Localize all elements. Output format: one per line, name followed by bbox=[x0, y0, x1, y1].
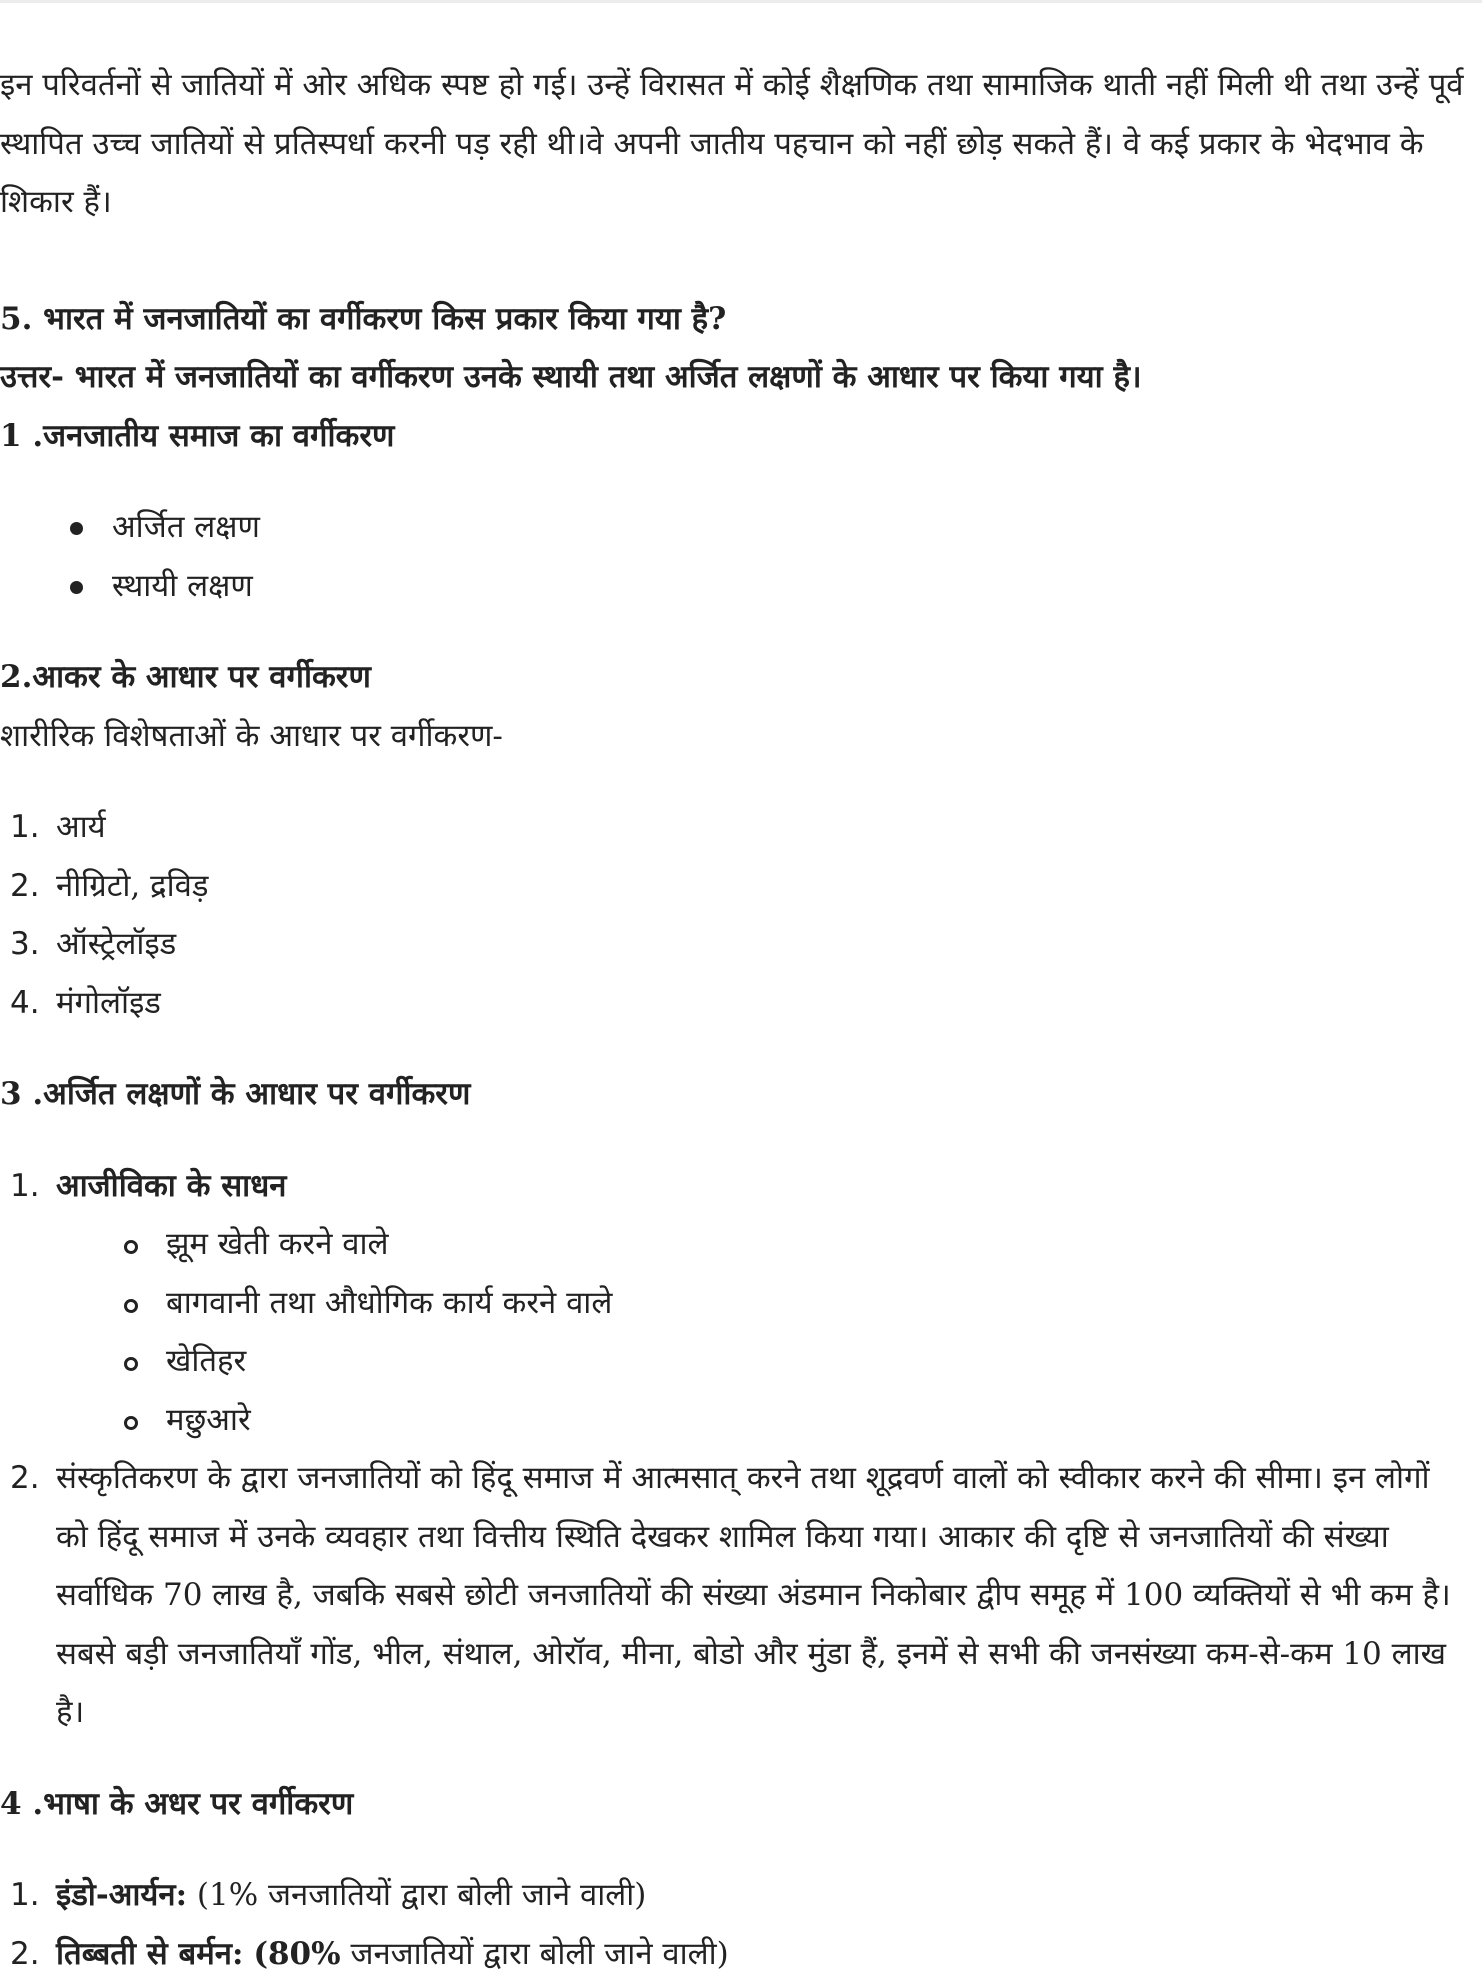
list-item-text: ऑस्ट्रेलॉइड bbox=[56, 926, 177, 962]
list-item-label: आजीविका के साधन bbox=[56, 1167, 287, 1204]
list-number: 2. bbox=[10, 867, 40, 904]
sub-list-item: खेतिहर bbox=[56, 1332, 1470, 1391]
list-item bbox=[0, 857, 1470, 916]
list-number: 1. bbox=[10, 1877, 40, 1913]
list-item-text: संस्कृतिकरण के द्वारा जनजातियों को हिंदू समाज में आत्मसात् करने तथा शूद्रवर्ण वालों को स्वीकार करने की सीमा। इन लोगों को हिंदू समाज में उनके व्यवहार तथा वित्तीय स्थिति देखकर शामिल किया गया। आकार की दृष्टि से जनजातियों की संख्या सर्वाधिक 70 लाख है, जबकि सबसे छोटी जनजातियों की संख्या अंडमान निकोबार द्वीप समूह में 100 व्यक्तियों से भी कम है। सबसे बड़ी जनजातियाँ गोंड, भील, संथाल, ओरॉव, मीना, बोडो और मुंडा हैं, इनमें से सभी की जनसंख्या कम-से-कम 10 लाख है। bbox=[56, 1460, 1451, 1730]
list-item-label: तिब्बती से बर्मन: bbox=[56, 1935, 244, 1972]
list-item-text: जनजातियों द्वारा बोली जाने वाली) bbox=[350, 1935, 729, 1972]
list-item-percent: (1% bbox=[196, 1877, 259, 1913]
list-item-text: नीग्रिटो, द्रविड़ bbox=[56, 867, 209, 904]
livelihood-sub-list bbox=[56, 1215, 1470, 1449]
list-item bbox=[0, 974, 1470, 1033]
top-divider bbox=[0, 0, 1482, 3]
list-item bbox=[0, 798, 1470, 857]
answer-text: उत्तर- भारत में जनजातियों का वर्गीकरण उनके स्थायी तथा अर्जित लक्षणों के आधार पर किया गया है। bbox=[0, 359, 1142, 395]
section2-intro: शारीरिक विशेषताओं के आधार पर वर्गीकरण- bbox=[0, 717, 503, 754]
list-item bbox=[0, 1157, 1470, 1450]
list-item-text: आर्य bbox=[56, 809, 106, 845]
list-item-percent: (80% bbox=[253, 1935, 341, 1972]
list-item-text: जनजातियों द्वारा बोली जाने वाली) bbox=[268, 1877, 647, 1913]
list-item-text: मंगोलॉइड bbox=[56, 984, 161, 1021]
list-item: अर्जित लक्षण bbox=[0, 498, 1470, 557]
section3-numbered-list bbox=[0, 1157, 1470, 1742]
document-body bbox=[0, 56, 1470, 1983]
list-number: 2. bbox=[10, 1935, 40, 1972]
intro-paragraph: इन परिवर्तनों से जातियों में ओर अधिक स्पष्ट हो गई। उन्हें विरासत में कोई शैक्षणिक तथा सामाजिक थाती नहीं मिली थी तथा उन्हें पूर्व स्थापित उच्च जातियों से प्रतिस्पर्धा करनी पड़ रही थी।वे अपनी जातीय पहचान को नहीं छोड़ सकते हैं। वे कई प्रकार के भेदभाव के शिकार हैं। bbox=[0, 67, 1464, 220]
list-number: 3. bbox=[10, 926, 40, 962]
list-item: स्थायी लक्षण bbox=[0, 557, 1470, 616]
list-number: 4. bbox=[10, 984, 40, 1021]
list-number: 1. bbox=[10, 1167, 40, 1204]
list-item bbox=[0, 1449, 1470, 1742]
list-item bbox=[0, 1925, 1470, 1984]
list-number: 1. bbox=[10, 809, 40, 845]
sub-list-item: बागवानी तथा औधोगिक कार्य करने वाले bbox=[56, 1274, 1470, 1333]
section1-heading: 1 .जनजातीय समाज का वर्गीकरण bbox=[0, 417, 395, 454]
sub-list-item: झूम खेती करने वाले bbox=[56, 1215, 1470, 1274]
section2-numbered-list bbox=[0, 798, 1470, 1032]
question-heading: 5. भारत में जनजातियों का वर्गीकरण किस प्रकार किया गया है? bbox=[0, 300, 727, 337]
section3-heading: 3 .अर्जित लक्षणों के आधार पर वर्गीकरण bbox=[0, 1076, 471, 1112]
section4-heading: 4 .भाषा के अधर पर वर्गीकरण bbox=[0, 1785, 354, 1822]
list-item bbox=[0, 1866, 1470, 1925]
list-item bbox=[0, 915, 1470, 974]
section4-numbered-list bbox=[0, 1866, 1470, 1983]
list-number: 2. bbox=[10, 1460, 40, 1496]
section1-bullet-list bbox=[0, 498, 1470, 615]
list-item-label: इंडो-आर्यन: bbox=[56, 1877, 188, 1913]
section2-heading: 2.आकर के आधार पर वर्गीकरण bbox=[0, 659, 371, 695]
sub-list-item: मछुआरे bbox=[56, 1391, 1470, 1450]
